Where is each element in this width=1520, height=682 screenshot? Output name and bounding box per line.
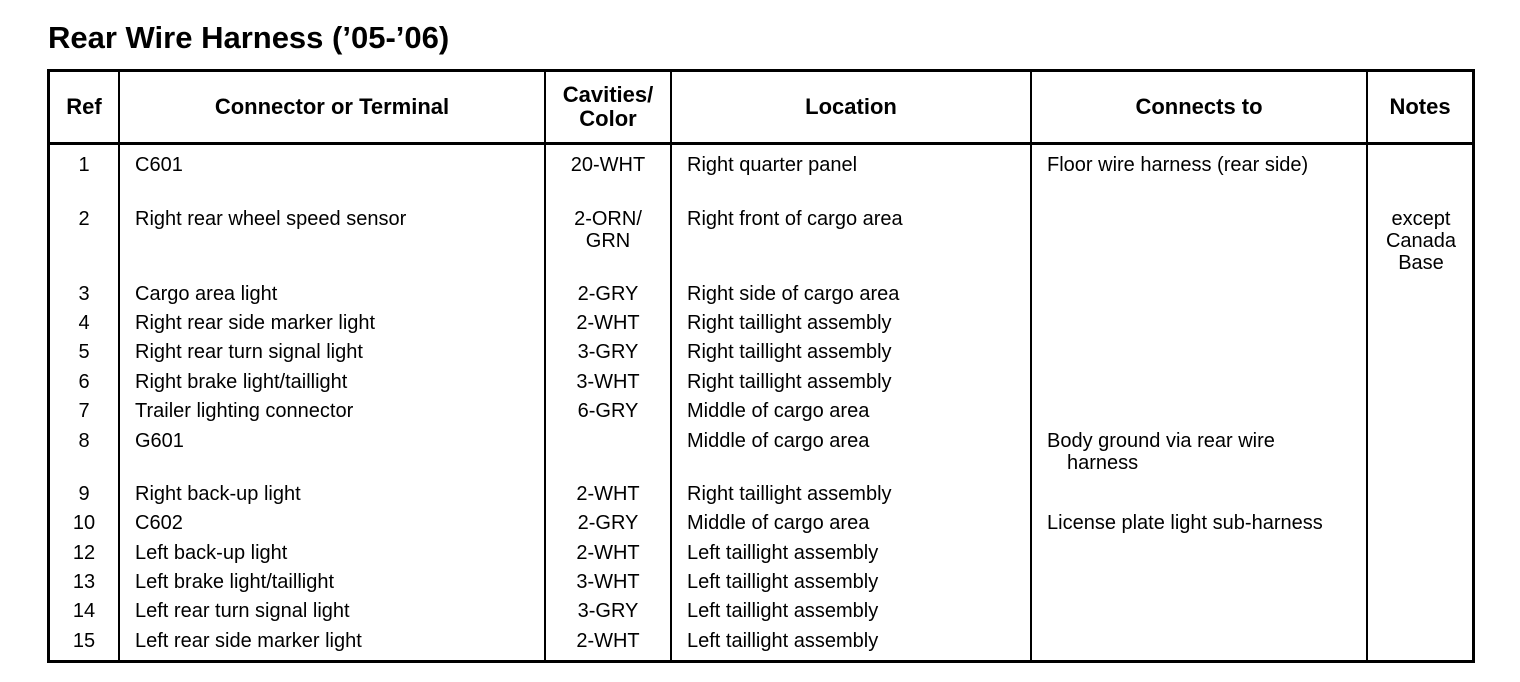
cell-ref: 3 (78, 283, 90, 305)
cell-location: Middle of cargo area (687, 430, 870, 452)
cell-cavities: 3-WHT (576, 371, 640, 393)
harness-table (47, 69, 1475, 663)
cell-ref: 9 (78, 483, 90, 505)
cell-connector: Right rear side marker light (135, 312, 376, 334)
header-location: Location (805, 94, 897, 119)
cell-connector: Right rear turn signal light (135, 341, 363, 363)
cell-cavities: 6-GRY (577, 400, 639, 422)
cell-cavities: 2-WHT (576, 630, 640, 652)
cell-location: Right taillight assembly (687, 483, 892, 505)
cell-cavities-line2: GRN (585, 230, 631, 252)
cell-notes-line2: Canada (1385, 230, 1457, 252)
cell-connects-to-line1: Body ground via rear wire (1047, 430, 1275, 452)
cell-connects-to (1047, 430, 1367, 474)
header-notes: Notes (1389, 94, 1451, 119)
cell-connector: Right brake light/taillight (135, 371, 348, 393)
column-divider (1030, 72, 1032, 660)
cell-connector: Left brake light/taillight (135, 571, 335, 593)
cell-cavities: 3-GRY (577, 600, 639, 622)
cell-cavities: 2-WHT (576, 483, 640, 505)
cell-connector: Left rear side marker light (135, 630, 362, 652)
cell-location: Right taillight assembly (687, 312, 892, 334)
cell-cavities: 3-GRY (577, 341, 639, 363)
cell-location: Right taillight assembly (687, 371, 892, 393)
cell-ref: 2 (78, 208, 90, 230)
cell-connector: C601 (135, 154, 183, 176)
cell-location: Left taillight assembly (687, 600, 879, 622)
cell-location: Right taillight assembly (687, 341, 892, 363)
cell-ref: 6 (78, 371, 90, 393)
cell-connector: Left back-up light (135, 542, 288, 564)
header-cavities-line1: Cavities/ (562, 82, 654, 107)
cell-ref: 4 (78, 312, 90, 334)
header-ref: Ref (66, 94, 102, 119)
cell-connects-to: Floor wire harness (rear side) (1047, 154, 1309, 176)
cell-ref: 13 (72, 571, 96, 593)
cell-ref: 7 (78, 400, 90, 422)
cell-connector: Right rear wheel speed sensor (135, 208, 407, 230)
cell-connects-to-line2: harness (1067, 452, 1139, 474)
cell-cavities: 20-WHT (570, 154, 646, 176)
cell-ref: 10 (72, 512, 96, 534)
cell-connector: Trailer lighting connector (135, 400, 354, 422)
header-cavities-line2: Color (579, 106, 637, 131)
cell-cavities: 2-WHT (576, 542, 640, 564)
cell-cavities: 2-WHT (576, 312, 640, 334)
cell-connector: G601 (135, 430, 184, 452)
header-connector: Connector or Terminal (214, 94, 450, 119)
cell-location: Right quarter panel (687, 154, 858, 176)
cell-notes-line1: except (1391, 208, 1451, 230)
cell-connector: C602 (135, 512, 183, 534)
cell-location: Middle of cargo area (687, 400, 870, 422)
cell-ref: 15 (72, 630, 96, 652)
cell-location: Right front of cargo area (687, 208, 903, 230)
cell-ref: 8 (78, 430, 90, 452)
cell-cavities: 3-WHT (576, 571, 640, 593)
cell-ref: 14 (72, 600, 96, 622)
cell-cavities: 2-GRY (577, 283, 639, 305)
cell-ref: 1 (78, 154, 90, 176)
column-divider (118, 72, 120, 660)
cell-notes-line3: Base (1398, 252, 1444, 274)
header-connects-to: Connects to (1135, 94, 1263, 119)
cell-notes (1369, 208, 1473, 274)
cell-location: Left taillight assembly (687, 571, 879, 593)
cell-connector: Right back-up light (135, 483, 301, 505)
cell-location: Middle of cargo area (687, 512, 870, 534)
header-cavities (546, 72, 670, 142)
cell-connects-to: License plate light sub-harness (1047, 512, 1323, 534)
cell-cavities-line1: 2-ORN/ (574, 208, 642, 230)
cell-connector: Cargo area light (135, 283, 278, 305)
header-divider (50, 142, 1472, 145)
cell-cavities (546, 208, 670, 252)
cell-ref: 5 (78, 341, 90, 363)
cell-ref: 12 (72, 542, 96, 564)
column-divider (670, 72, 672, 660)
cell-location: Right side of cargo area (687, 283, 900, 305)
cell-location: Left taillight assembly (687, 542, 879, 564)
cell-location: Left taillight assembly (687, 630, 879, 652)
page-title: Rear Wire Harness (’05-’06) (48, 20, 450, 55)
cell-cavities: 2-GRY (577, 512, 639, 534)
cell-connector: Left rear turn signal light (135, 600, 350, 622)
